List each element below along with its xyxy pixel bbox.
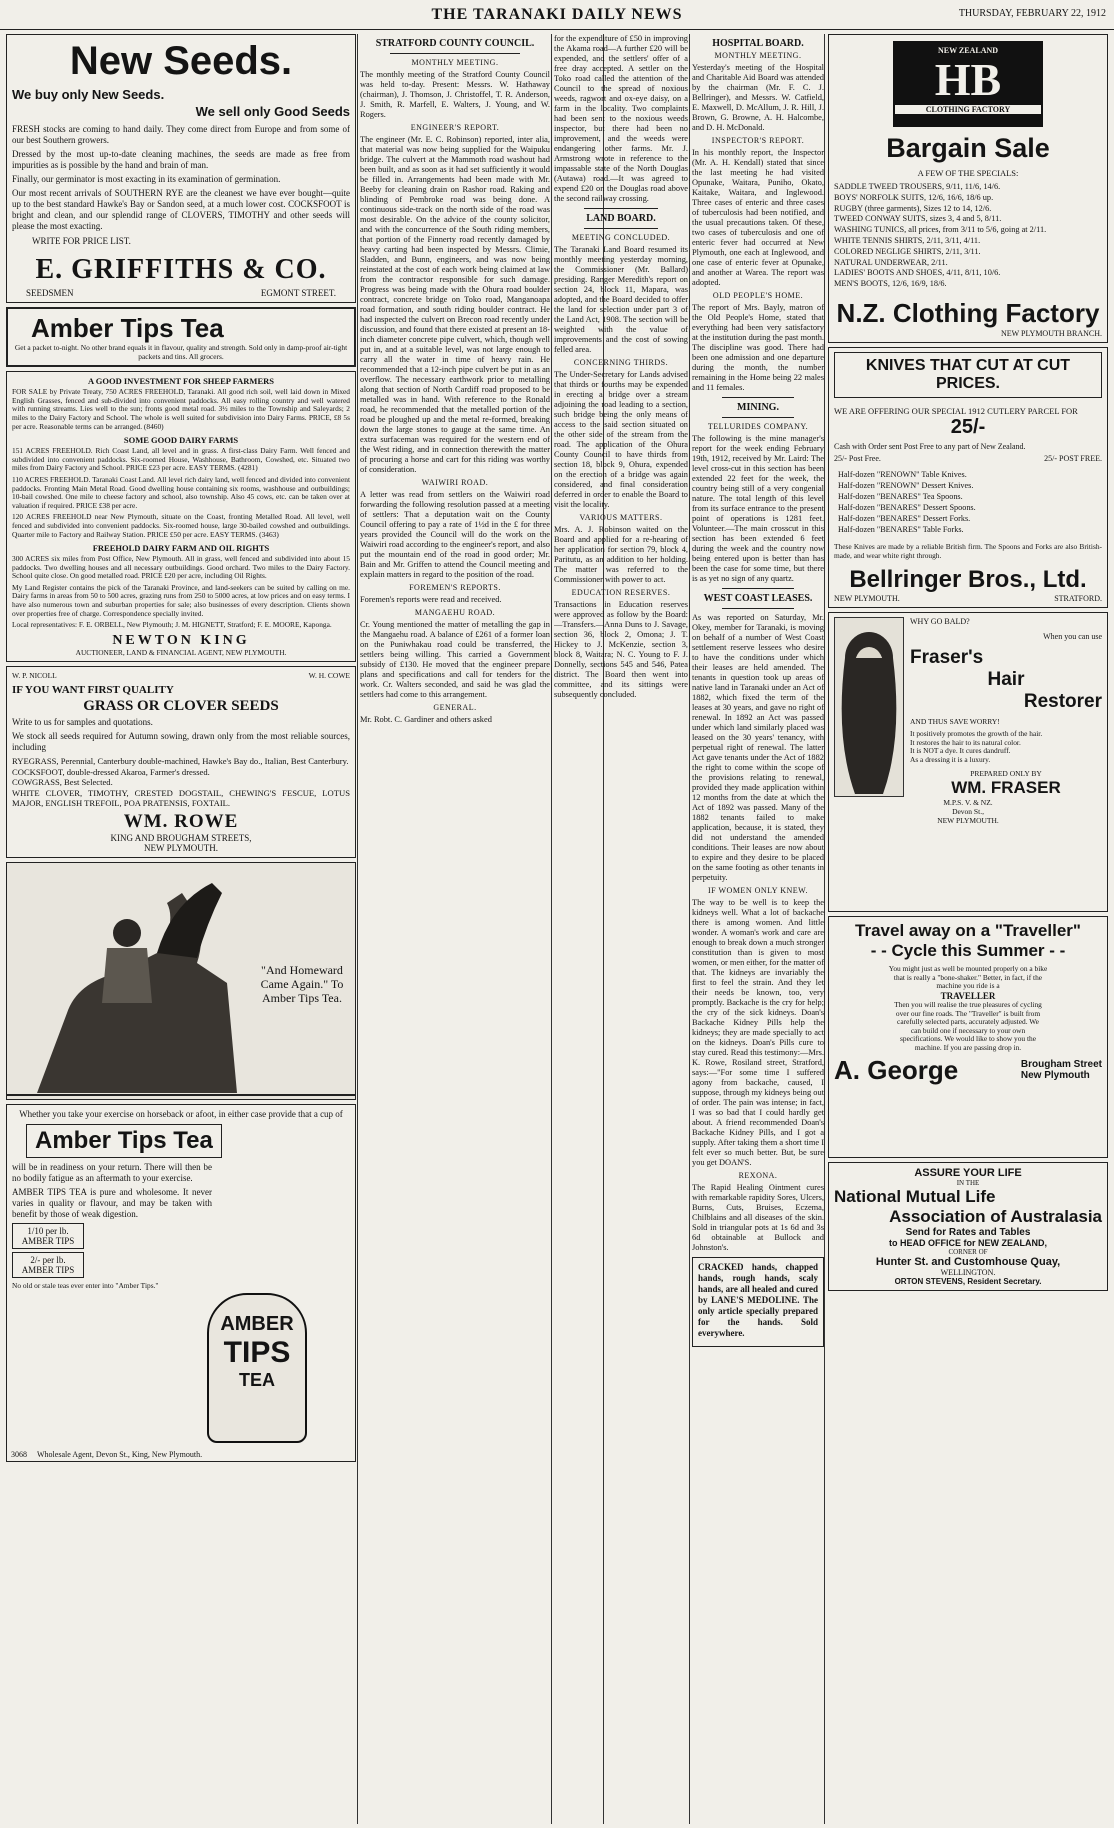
article-subheading: OLD PEOPLE'S HOME. [712,291,804,300]
article-subheading: GENERAL. [433,703,477,712]
bargain-sale-title: Bargain Sale [886,133,1050,163]
fraser-question: WHY GO BALD? [910,617,970,627]
bellringer-firm: Bellringer Bros., Ltd. [849,566,1087,594]
amber-tips-large-advert [6,1104,356,1462]
a-george-address: New Plymouth [1020,1070,1090,1081]
amber-note: No old or stale teas ever enter into "Amber Tips." [12,1281,159,1291]
article-subheading: MEETING CONCLUDED. [571,233,671,242]
traveller-paragraph: Then you will realise the true pleasures of cycling over our fine roads. The "Traveller" is built from carefully selected parts, accurately adjusted. We can build one if necessary to your own specifications. We would like to show you the machine. If you are passing drop in. [894,999,1042,1052]
fraser-title-2: Hair [987,669,1025,691]
rowe-intro: IF YOU WANT FIRST QUALITY [12,684,174,697]
amber-tips-title: Amber Tips Tea [31,313,224,343]
knives-intro: WE ARE OFFERING OUR SPECIAL 1912 CUTLERY PARCEL FOR [834,405,1078,416]
post-free-1: 25/- Post Free. [834,453,881,463]
knives-headline: KNIVES THAT CUT AT CUT PRICES. [834,352,1102,398]
article-paragraph: In his monthly report, the Inspector (Mr. A. H. Kendall) stated that since the last meeting he had visited Opunake, Waitara, Puniho, Okato, Kaitake, Waitara, and Inglewood. Three cases of enteric and three cases of tuberculosis had been notified, and the usual precautions taken. Of these, two cases of tuberculosis and one of enteric fever had occurred at New Plymouth, one each at Inglewood, and one case of enteric fever at Opunake, and another at Warea. The report was adopted. [692,148,824,287]
article-heading: LAND BOARD. [586,213,656,224]
land-heading: SOME GOOD DAIRY FARMS [123,435,239,446]
knives-note: These Knives are made by a reliable British firm. The Spoons and Forks are also British-made, and wear white right through. [834,541,1102,560]
bottle-label-3: TEA [239,1370,275,1391]
article-subheading: MONTHLY MEETING. [714,51,802,60]
land-heading: FREEHOLD DAIRY FARM AND OIL RIGHTS [92,543,270,554]
horseman-illustration [6,862,356,1100]
amber-tips-bottle [207,1293,307,1443]
rowe-address: KING AND BROUGHAM STREETS, [110,833,252,844]
article-subheading: WAIWIRI ROAD. [421,478,489,487]
traveller-title-2: - - Cycle this Summer - - [870,941,1066,961]
post-free-2: 25/- POST FREE. [1044,453,1102,463]
rowe-right-name: W. H. COWE [308,671,350,681]
bellringer-left: NEW PLYMOUTH. [834,594,900,604]
seeds-line-2: We sell only Good Seeds [195,104,350,119]
rowe-item: RYEGRASS, Perennial, Canterbury double-machined, Hawke's Bay do., Italian, Best Canterbury. [12,756,349,767]
article-subheading: CONCERNING THIRDS. [573,358,669,367]
cutlery-item: Half-dozen "RENOWN" Dessert Knives. [838,480,974,490]
amber-paragraph: will be in readiness on your return. There will then be no bodily fatigue as an aftermath to your exercise. [12,1162,212,1184]
traveller-name: TRAVELLER [940,990,996,1001]
article-paragraph: The way to be well is to keep the kidneys well. What a lot of backache there is among women. And little wonder. A woman's work and care are enough to break down a much stronger constitution than is given to most women, or men either, for the matter of that. The kidneys are invariably the first to feel the strain. And they let their needs be known, too, very promptly. Backache is the cry for help; the cry of the sick kidneys. Doan's Backache Kidney Pills help the kidneys; they are made specially to act on the kidneys. Doan's Pills cure to stay cured. Read this testimony:—Mrs. K. Rowe, Rosiland street, Stratford, says:—"For some time I suffered agony from backache, caused, I suppose, through my kidneys being out of order. The pain was intense; in fact, I was so bad that I could hardly get about. A friend recommended Doan's Backache Kidney Pills, and I got a supply. After taking them a short time I felt ever so much better. But, be sure you get DOAN'S. [692,898,824,1167]
article-subheading: INSPECTOR'S REPORT. [711,136,805,145]
traveller-title-1: Travel away on a "Traveller" [855,921,1081,941]
rowe-left-name: W. P. NICOLL [12,671,57,681]
hb-logo-top: NEW ZEALAND [937,46,999,55]
fraser-when: When you can use [1043,632,1102,642]
special-item: MEN'S BOOTS, 12/6, 16/9, 18/6. [834,279,947,289]
seeds-paragraph: Our most recent arrivals of SOUTHERN RYE are the cleanest we have ever bought—quite up to the best standard Hawke's Bay or Sandon seed, at a much lower cost. COCKSFOOT is bright and clean, and our splendid range of CLOVERS, TIMOTHY and other seeds will please the most exacting. [12,188,350,231]
masthead [0,0,1114,30]
column-1 [6,34,356,1824]
rowe-item: COWGRASS, Best Selected. [12,777,113,788]
land-paragraph: 300 ACRES six miles from Post Office, New Plymouth. All in grass, well fenced and subdivided into about 15 paddocks. Two dwelling houses and all necessary outbuildings. Good orchard. Two miles to the Dairy Factory. School quite close. On good metalled road. PRICE £20 per acre, including Oil Rights. [12,554,350,581]
article-paragraph: A letter was read from settlers on the Waiwiri road forwarding the following resolution passed at a meeting of settlers: That a deputation wait on the County Council offering to pay a rate of 1½d in the £ for three years provided the Council will do the work on the Waiwiri road according to the engineer's report, and also put the mountain end of the road in good order; Mr. Bain and Mr. Griffen to attend the Council meeting and explain matters in regard to the position of the road. [360,490,550,579]
cutlery-item: Half-dozen "RENOWN" Table Knives. [838,469,967,479]
article-subheading: IF WOMEN ONLY KNEW. [708,886,808,895]
article-paragraph: Transactions in Education reserves were approved as follow by the Board:—Transfers.—Anna Duns to J. Savage, section 36, block 2, Omona; J. T. Hickey to J. McKenzie, section 3, block 8, Waitara; N. C. Young to F. J. Donnelly, sections 545 and 546, Patea district. The Board then went into committee, and its sittings were subsequently concluded. [554,600,688,699]
rowe-item: COCKSFOOT, double-dressed Akaroa, Farmer's dressed. [12,766,210,777]
rowe-paragraph: Write to us for samples and quotations. [12,717,153,728]
fraser-advert [828,612,1108,912]
special-item: WASHING TUNICS, all prices, from 3/11 to 5/6, going at 2/11. [834,225,1047,235]
article-paragraph: The Taranaki Land Board resumed its monthly meeting yesterday morning, the Commissioner (Mr. Ballard) presiding. Ranger Meredith's report on section 24, block 11, Mapara, was adopted, and the Board decided to offer the land for selection under part 3 of the Land Act, 1908. The section will be weighted with the value of improvements and the cost of sowing felled area. [554,245,688,354]
hb-logo [893,41,1043,127]
article-subheading: MONTHLY MEETING. [411,58,499,67]
hb-logo-letters: HB [934,54,1002,105]
fraser-claim: It is NOT a dye. It cures dandruff. [910,746,1011,756]
bottle-label-1: AMBER [220,1313,294,1336]
rowe-title: GRASS OR CLOVER SEEDS [83,698,279,715]
price-box-2: 2/- per lb. AMBER TIPS [12,1252,84,1278]
article-subheading: TELLURIDES COMPANY. [707,422,809,431]
article-paragraph: The monthly meeting of the Stratford County Council was held to-day. Present: Messrs. W. Hathaway (chairman), J. Thomson, J. Christoffel, T. R. Anderson, J. Smith, R. Marfell, E. Walters, J. Young, and W. Rogers. [360,70,550,119]
column-rule [824,34,825,1824]
fraser-sub: NEW PLYMOUTH. [937,815,999,825]
land-paragraph: 120 ACRES FREEHOLD near New Plymouth, situate on the Coast, fronting Metalled Road. All level, well fenced and subdivided into convenient paddocks. Six-roomed house, large 30-bailed cowshed and outbuildings. Quarter mile to Factory and Railway Station. PRICE £50 per acre. EASY TERMS. (3463) [12,512,350,539]
fraser-title-1: Fraser's [910,647,984,669]
fraser-sub: Devon St., [952,806,984,816]
amber-paragraph: AMBER TIPS TEA is pure and wholesome. It never varies in quality or flavour, and may be taken with benefit by those of weak digestion. [12,1187,212,1220]
special-item: WHITE TENNIS SHIRTS, 2/11, 3/11, 4/11. [834,235,981,245]
price-box-1: 1/10 per lb. AMBER TIPS [12,1223,84,1249]
seeds-paragraph: FRESH stocks are coming to hand daily. They come direct from Europe and from some of our best Southern growers. [12,124,350,145]
rowe-item: WHITE CLOVER, TIMOTHY, CRESTED DOGSTAIL, CHEWING'S FESCUE, LOTUS MAJOR, ENGLISH TREFOIL, POA PRATENSIS, FOXTAIL. [12,787,350,809]
knives-cash: Cash with Order sent Post Free to any part of New Zealand. [834,441,1026,451]
lane-text: CRACKED hands, chapped hands, rough hands, scaly hands, are all healed and cured by LANE'S MEDOLINE. The only article specially prepared for the hands. Sold everywhere. [698,1262,818,1338]
horseman-caption: "And Homeward Came Again." To Amber Tips Tea. [260,963,344,1006]
griffiths-firm: E. GRIFFITHS & CO. [35,254,327,285]
cutlery-item: Half-dozen "BENARES" Table Forks. [838,524,964,534]
amber-paragraph: Whether you take your exercise on horseback or afoot, in either case provide that a cup of [19,1109,343,1120]
special-item: LADIES' BOOTS AND SHOES, 4/11, 8/11, 10/6. [834,268,1001,278]
newton-king-advert [6,371,356,662]
a-george-firm: A. George [834,1054,959,1085]
land-paragraph: Local representatives: F. E. ORBELL, New Plymouth; J. M. HIGNETT, Stratford; F. E. MOORE, Kaponga. [12,620,332,630]
hb-logo-bottom: CLOTHING FACTORY [895,105,1041,114]
special-item: SADDLE TWEED TROUSERS, 9/11, 11/6, 14/6. [834,182,1001,191]
article-paragraph: As was reported on Saturday, Mr. Okey, member for Taranaki, is moving on behalf of a number of West Coast settlement reserve lessees who desire to have the conditions under which their leases are held amended. The tenants in question took up areas of native land in Taranaki under an Act of 1882, which fixed the term of the leases at 30 years, and gave no right of renewal. In 1892 an Act was passed under which land similarly placed was leased on the 30 years' tenancy, with perpetual right of renewal. The latter Act gave tenants under the Act of 1882 the right to come within the scope of the provisions relating to renewal, provided they made application within 12 months from the date at which the Act of 1892 was passed. Many of the 1882 tenants failed to make application, because, it is stated, they did not understand the amended conditions. Their leases are now about to expire and they desire to be placed on the same footing as other tenants in perpetuity. [692,613,824,882]
seeds-advert [6,34,356,303]
special-item: RUGBY (three garments), Sizes 12 to 14, 12/6. [834,203,992,213]
mutual-line: ORTON STEVENS, Resident Secretary. [894,1277,1042,1287]
bellringer-right: STRATFORD. [1054,594,1102,604]
specials-list [834,182,1102,290]
article-heading: MINING. [737,402,779,413]
mutual-line: Hunter St. and Customhouse Quay, [875,1256,1061,1269]
specials-label: A FEW OF THE SPECIALS: [917,168,1019,178]
woman-portrait [834,617,904,797]
article-subheading: ENGINEER'S REPORT. [410,123,500,132]
knives-advert [828,347,1108,608]
special-item: COLORED NEGLIGE SHIRTS, 2/11, 3/11. [834,246,981,256]
article-paragraph: The report of Mrs. Bayly, matron of the Old People's Home, stated that everything had been very satisfactory at the institution during the past month. The discipline was good. There had been one admission and one departure during the month, the number remaining in the Home being 22 males and 11 females. [692,303,824,392]
fraser-claim: As a dressing it is a luxury. [910,754,991,764]
rowe-seeds-advert [6,666,356,858]
amber-ref: 3068 [11,1450,27,1460]
seeds-heading: New Seeds. [69,39,293,83]
a-george-address: Brougham Street [1020,1059,1102,1070]
hb-bargain-advert [828,34,1108,343]
lane-medoline-advert [692,1257,824,1347]
article-subheading: FOREMEN'S REPORTS. [409,583,501,592]
article-heading: HOSPITAL BOARD. [712,38,804,49]
cutlery-item: Half-dozen "BENARES" Dessert Forks. [838,513,971,523]
mutual-line: IN THE [956,1179,980,1188]
article-paragraph: Cr. Young mentioned the matter of metalling the gap in the Mangaehu road. A balance of £261 of a former loan on the Puniwhakau road could be transferred, the settlers being willing. This carried a Government subsidy of £130. He moved that the engineer prepare plans and specifications and call for tenders for the work. Cr. Walters seconded, and said he was glad the settlers had come to this arrangement. [360,620,550,699]
fraser-firm: WM. FRASER [951,777,1061,797]
article-paragraph: Mrs. A. J. Robinson waited on the Board and applied for a re-hearing of her application for section 79, block 4, Paritutu, as an addition to her holding. The matter was referred to the Commissioner with power to act. [554,525,688,584]
article-paragraph: The following is the mine manager's report for the week ending February 19th, 1912, received by Mr. Laird: The level cross-cut in this section has been extended 22 feet for the week, the country being still of a very congenial nature. The total length of this level from its surface entrance to the present point of operations is 1281 feet. Volunteer.—The main crosscut in this section has been extended 6 feet during the week and the country now being entered upon is better than has been the case for some time, but there is as yet no sign of any quartz. [692,434,824,583]
land-heading: A GOOD INVESTMENT FOR SHEEP FARMERS [87,376,274,387]
advert-column [828,34,1108,1824]
article-heading: WEST COAST LEASES. [703,593,813,604]
fraser-claim: It positively promotes the growth of the hair. [910,729,1043,739]
mutual-line: CORNER OF [948,1248,988,1257]
column-rule [551,34,552,1824]
article-heading: STRATFORD COUNTY COUNCIL. [375,38,535,49]
traveller-advert [828,916,1108,1158]
cutlery-list [834,469,1102,535]
fraser-title-3: Restorer [1023,691,1102,713]
special-item: NATURAL UNDERWEAR, 2/11. [834,257,948,267]
article-paragraph: for the expenditure of £50 in improving the Akama road—A further £20 will be expended, and the settlers' offer of a free dray accepted. A settler on the Toko road called the attention of the Council to the spread of noxious weeds, ragwort and ox-eye daisy, on a farm in the locality. Two complaints had been sent to the noxious weeds inspector, but there had been no improvement, and the weeds were endangering other farms. Mr. J. Armstrong wrote in reference to the impassable state of the North Douglas (Autawa) road.—It was agreed to expend £20 on the Douglas road above the second railway crossing. [554,34,688,203]
column-2 [360,34,550,1824]
rowe-paragraph: We stock all seeds required for Autumn sowing, drawn only from the most reliable sources, including [12,731,350,753]
seeds-paragraph: Finally, our germinator is most exacting in its examination of germination. [12,174,281,184]
amber-tips-tagline: Get a packet to-night. No other brand equals it in flavour, quality and strength. Sold only in damp-proof air-tight packets and tins. All grocers. [14,343,348,361]
newspaper-title: THE TARANAKI DAILY NEWS [431,6,683,23]
article-paragraph: Yesterday's meeting of the Hospital and Charitable Aid Board was attended by the chairman (Mr. F. C. J. Bellringer), and Messrs. W. Catfield, E. Maxwell, D. McAllum, J. R. Hill, J. Brown, G. Browne, A. H. Halcombe, and D. H. McDonald. [692,63,824,132]
mutual-title-2: Association of Australasia [889,1207,1102,1227]
cutlery-item: Half-dozen "BENARES" Dessert Spoons. [838,502,976,512]
seeds-cta: WRITE FOR PRICE LIST. [32,236,131,246]
traveller-paragraph: You might just as well be mounted properly on a bike that is really a "bone-shaker." Better, in fact, if the machine you ride is a [888,964,1048,991]
column-3b [692,34,824,1824]
article-subheading: VARIOUS MATTERS. [579,513,663,522]
amber-tips-small-advert [6,307,356,367]
column-rule [357,34,358,1824]
fraser-claim: It restores the hair to its natural color. [910,737,1021,747]
seedsmen-label: SEEDSMEN [26,288,74,298]
article-paragraph: The Under-Secretary for Lands advised that thirds or fourths may be expended in erecting a bridge over a stream adjoining the road leading to a section, such bridge being the only means of access to the said section situated on the other side of the stream from the road. The application of the Ohura County Council to have thirds from section 18, block 9, Ohura, expended on the erection of a bridge was again considered, and final consideration deferred in order to enable the Board to visit the locality. [554,370,688,509]
article-subheading: REXONA. [738,1171,778,1180]
seeds-paragraph: Dressed by the most up-to-date cleaning machines, the seeds are made as free from impurities as is possible by the hand and brain of man. [12,149,350,170]
article-subheading: EDUCATION RESERVES. [571,588,671,597]
article-subheading: MANGAEHU ROAD. [414,608,496,617]
article-paragraph: The engineer (Mr. E. C. Robinson) reported, inter alia, that material was now being supplied for the Waipuku bridge. The culvert at the Mammoth road washout had been built, and as soon as it had set sufficiently it would be filled in. Arrangements had been made with Mr. Beeby for cleaning drain on Rashor road. Raking and blinding of Pembroke road was being done. A continuous side-track on the north side of the road was most desirable. On the advice of the county solicitor, and with the concurrence of the South riding members, that portion of the Finnerty road recently damaged by heavy carting had been inspected by Messrs. Climie, Sladden, and Bunn, engineers, and was now being reinstated at the cost of each work being claimed at law from the contractor responsible for such damage. Progress was being made with the Ohura road boulder contract, concrete bridge on Toko road, Manganoapa road formation, and south riding boulder contract. He had inspected the culvert on Brecon road recently under discussion, and found that there existed at present an 18-inch diameter concrete pipe culvert, which, though well put in, and at a suitable level, was not large enough to carry all the water in time of heavy rain. He recommended that a 12-inch pipe culvert be put in as an overflow. The necessary earthwork prior to metalling along that section of North Cardiff road proposed to be metalled was in hand. With reference to the Ronald road, he recommended that the metalled portion of the road be ploughed up and the metal re-formed, breaking down the large stones to gauge at the same time. An extra surfaceman was required for the western end of the West riding, and in connection therewith the matter of procuring a horse and cart for this riding was worthy of consideration. [360,135,550,474]
seeds-line-1: We buy only New Seeds. [12,87,165,102]
egmont-street: EGMONT STREET. [260,288,336,298]
amber-agent: Wholesale Agent, Devon St., King, New Plymouth. [37,1450,203,1460]
mutual-line: WELLINGTON. [940,1268,996,1278]
mutual-line: ASSURE YOUR LIFE [914,1167,1022,1180]
branch-label: NEW PLYMOUTH BRANCH. [1000,328,1102,338]
knives-price: 25/- [950,415,986,438]
article-paragraph: The Rapid Healing Ointment cures with remarkable rapidity Sores, Ulcers, Burns, Cuts, Bruises, Eczema, Chilblains and all diseases of the skin. Sold in triangular pots at 1s 6d and 3s 6d obtainable at Bullock and Johnston's. [692,1183,824,1252]
column-3 [554,34,688,1824]
special-item: BOYS' NORFOLK SUITS, 12/6, 16/6, 18/6 up. [834,192,994,202]
column-rule [689,34,690,1824]
article-paragraph: Foremen's reports were read and received. [360,595,502,604]
newton-king-sub: AUCTIONEER, LAND & FINANCIAL AGENT, NEW PLYMOUTH. [75,647,287,657]
bottle-label-2: TIPS [223,1336,291,1370]
issue-date: THURSDAY, FEBRUARY 22, 1912 [958,8,1106,19]
mutual-line: to HEAD OFFICE for NEW ZEALAND, [889,1238,1047,1249]
national-mutual-advert [828,1162,1108,1291]
land-paragraph: 110 ACRES FREEHOLD. Taranaki Coast Land. All level rich dairy land, well fenced and divided into convenient paddocks. Fronting Main Metal Road. Good dwelling house containing six rooms, washhouse and outbuildings; 10-bail cowshed. One mile to cheese factory and school, also township. Also 45 cows, etc. can be taken over at valuation if required. PRICE £38 per acre. [12,474,350,510]
amber-tips-title-large: Amber Tips Tea [26,1124,222,1158]
mutual-line: Send for Rates and Tables [905,1227,1031,1239]
rowe-firm: WM. ROWE [123,811,239,833]
land-paragraph: My Land Register contains the pick of the Taranaki Province, and land-seekers can be suited by calling on me. Dairy farms in areas from 50 to 500 acres, grazing runs from 250 to 5000 acres, at low prices and on easy terms. I have also numerous town and suburban properties for sale; also businesses of every description. Clients shown over properties free of charge. Correspondence specially invited. [12,582,350,618]
fraser-sub: M.P.S. V. & NZ. [943,797,993,807]
cutlery-item: Half-dozen "BENARES" Tea Spoons. [838,491,963,501]
fraser-save: AND THUS SAVE WORRY! [910,717,1000,727]
special-item: TWEED CONWAY SUITS, sizes 3, 4 and 5, 8/11. [834,214,1002,224]
fraser-prep: PREPARED ONLY BY [970,768,1042,778]
article-paragraph: Mr. Robt. C. Gardiner and others asked [360,715,492,724]
mutual-title-1: National Mutual Life [834,1187,996,1207]
rowe-address: NEW PLYMOUTH. [144,843,218,854]
newton-king-firm: NEWTON KING [112,632,250,648]
land-paragraph: FOR SALE by Private Treaty, 750 ACRES FREEHOLD, Taranaki. All good rich soil, well laid down in Mixed English Grasses, fenced and sub-divided into convenient paddocks. All easy rolling country and well watered with running streams. Lies well to the sun; fronts good metal road. 3½ miles to the Township and Saleyards; 2 miles to the Dairy Factory and School. The whole is well suited for subdivision into Dairy Farms. PRICE, £8 5s per acre. Reasonable terms can be arranged. (8460) [12,387,350,431]
nz-clothing-factory: N.Z. Clothing Factory [836,297,1100,328]
woman-hair-drawing [835,618,903,796]
land-paragraph: 151 ACRES FREEHOLD. Rich Coast Land, all level and in grass. A first-class Dairy Farm. Well fenced and subdivided into convenient paddocks. Six-roomed House, Washhouse, Bathroom, Cowshed, etc. Situated two miles from Dairy Factory and School. PRICE £23 per acre. EASY TERMS. (4281) [12,446,350,473]
